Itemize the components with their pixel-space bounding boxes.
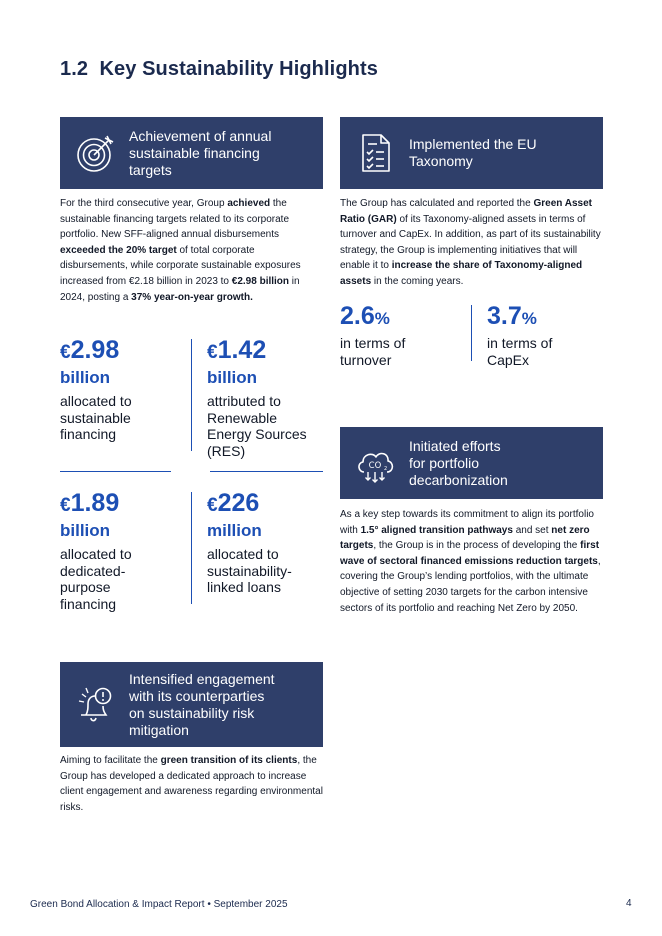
eu-taxonomy-banner [340,117,603,189]
emphasis-text: green transition of its clients [160,755,298,766]
financing-targets-banner [60,117,323,189]
gar-divider [471,305,472,361]
stat-label: allocated to sustainable financing [60,393,132,442]
alert-bell-icon [74,684,116,726]
body-text: , the Group has developed a dedicated approach to increase client engagement and awareness regarding environmental risks. [60,755,323,813]
stat-currency: € [60,495,71,516]
decarbonization-text [340,507,602,616]
document-checklist-icon [354,132,396,174]
body-text: in the coming years. [371,275,464,287]
body-text: , covering the Group’s lending portfolios, with the ultimate objective of setting 2030 targets for the carbon intensive sectors of its portfolio and reaching Net Zero by 2050. [340,555,601,614]
stat-currency: € [207,495,218,516]
stat-unit: billion [60,521,111,540]
eu-taxonomy-title: Implemented the EU Taxonomy [409,136,537,169]
emphasis-text: achieved [227,198,271,209]
stat-label: attributed to Renewable Energy Sources (RES) [207,393,307,459]
emphasis-text: Green Asset Ratio (GAR) [340,198,593,225]
body-text: in 2024, posting a [60,275,300,303]
body-text: the sustainable financing targets related to its corporate portfolio. New SFF-aligned annual disbursements [60,198,290,241]
body-text: and set [512,524,552,536]
body-text: The Group has calculated and reported the [340,198,534,209]
gar-value: 3.7 [487,302,522,330]
co2-cloud-icon [354,442,396,484]
stat-sustainable-financing [60,336,185,443]
target-icon [74,132,116,174]
stat-currency: € [60,342,71,363]
engagement-banner [60,662,323,747]
body-text: , the Group is in the process of developing the [373,540,581,552]
decarbonization-banner [340,427,603,499]
emphasis-text: increase the share of Taxonomy-aligned assets [340,260,583,287]
stat-sustainability-linked [207,489,327,596]
stat-label: allocated to sustainability- linked loans [207,546,292,595]
stat-dedicated-purpose [60,489,185,612]
gar-label: in terms of CapEx [487,335,553,368]
emphasis-text: net zero targets [340,524,590,552]
emphasis-text: 37% year-on-year growth. [131,291,253,303]
eu-taxonomy-text [340,196,602,290]
body-text: Aiming to facilitate the [60,755,161,766]
gar-percent: % [374,309,390,328]
section-heading [60,58,378,81]
stat-res [207,336,327,459]
stat-value: 1.89 [70,489,120,517]
stat-divider [191,492,192,604]
section-number: 1.2 [60,58,89,80]
stat-value: 1.42 [217,336,267,364]
body-text: As a key step towards its commitment to align its portfolio with [340,509,594,536]
gar-turnover [340,302,460,368]
section-title: Key Sustainability Highlights [99,58,378,80]
stat-unit: billion [60,368,111,387]
decarbonization-title: Initiated efforts for portfolio decarbonization [409,437,508,488]
gar-capex [487,302,597,368]
emphasis-text: €2.98 billion [231,275,290,287]
financing-targets-title: Achievement of annual sustainable financing targets [129,127,272,178]
stat-unit: million [207,521,262,540]
emphasis-text: first wave of sectoral financed emissions reduction targets [340,540,600,567]
gar-percent: % [521,309,537,328]
emphasis-text: 1.5° aligned transition pathways [360,524,513,536]
svg-text:2: 2 [384,466,388,472]
body-text: For the third consecutive year, Group [60,198,228,209]
gar-value: 2.6 [340,302,375,330]
stat-label: allocated to dedicated- purpose financing [60,546,132,612]
financing-targets-text [60,196,324,305]
emphasis-text: exceeded the 20% target [60,244,177,256]
stat-divider [191,339,192,451]
stat-value: 2.98 [70,336,120,364]
stat-separator-left [60,471,171,472]
gar-label: in terms of turnover [340,335,406,368]
stat-value: 226 [217,489,260,517]
stat-separator-right [210,471,323,472]
svg-text:CO: CO [368,461,382,471]
stat-currency: € [207,342,218,363]
engagement-text [60,753,326,815]
engagement-title: Intensified engagement with its counterparties on sustainability risk mitigation [129,670,275,738]
stat-unit: billion [207,368,258,387]
body-text: of total corporate disbursements, while corporate sustainable exposures increased from €2.18 billion in 2023 to [60,244,301,287]
page-number: 4 [626,898,632,909]
footer-text: Green Bond Allocation & Impact Report • September 2025 [30,899,288,910]
body-text: of its Taxonomy-aligned assets in terms of turnover and CapEx. In addition, as part of its sustainability strategy, the Group is implementing initiatives that will enable it to [340,213,601,272]
